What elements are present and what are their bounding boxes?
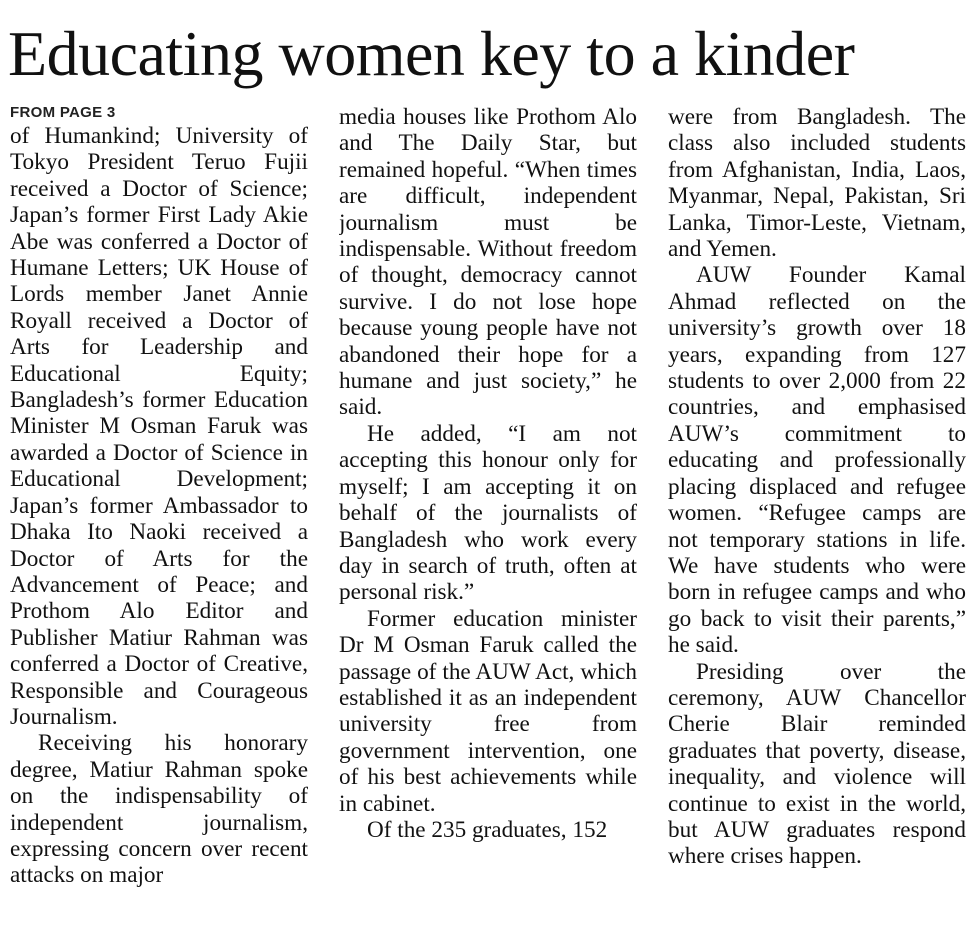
article-column-3 [668, 100, 966, 925]
headline: Educating women key to a kinder [8, 18, 855, 89]
article-column-2 [339, 100, 637, 925]
paragraph: Receiving his honorary degree, Matiur Rahman spoke on the indispensability of independent journalism, expressing concern over recent attacks on major [10, 730, 308, 889]
paragraph: Presiding over the ceremony, AUW Chancellor Cherie Blair reminded graduates that poverty, disease, inequality, and violence will continue to exist in the world, but AUW graduates respond where crises happen. [668, 658, 966, 870]
paragraph: AUW Founder Kamal Ahmad reflected on the university’s growth over 18 years, expanding from 127 students to over 2,000 from 22 countries, and emphasised AUW’s commitment to educating and professionally placing displaced and refugee women. “Refugee camps are not temporary stations in life. We have students who were born in refugee camps and who go back to visit their parents,” he said. [668, 262, 966, 659]
paragraph: Former education minister Dr M Osman Faruk called the passage of the AUW Act, which established it as an independent university free from government intervention, one of his best achievements while in cabinet. [339, 605, 637, 817]
paragraph: of Humankind; University of Tokyo President Teruo Fujii received a Doctor of Science; Japan’s former First Lady Akie Abe was conferred a Doctor of Humane Letters; UK House of Lords member Janet Annie Royall received a Doctor of Arts for Leadership and Educational Equity; Bangladesh’s former Education Minister M Osman Faruk was awarded a Doctor of Science in Educational Development; Japan’s former Ambassador to Dhaka Ito Naoki received a Doctor of Arts for the Advancement of Peace; and Prothom Alo Editor and Publisher Matiur Rahman was conferred a Doctor of Creative, Responsible and Courageous Journalism. [10, 123, 308, 730]
article-column-1 [10, 100, 308, 925]
paragraph: Of the 235 graduates, 152 [367, 816, 608, 843]
paragraph: He added, “I am not accepting this honour only for myself; I am accepting it on behalf of the journalists of Bangladesh who work every day in search of truth, often at personal risk.” [339, 420, 637, 606]
paragraph: media houses like Prothom Alo and The Daily Star, but remained hopeful. “When times are difficult, independent journalism must be indispensable. Without freedom of thought, democracy cannot survive. I do not lose hope because young people have not abandoned their hope for a humane and just society,” he said. [339, 104, 637, 421]
kicker: FROM PAGE 3 [10, 104, 116, 121]
paragraph: were from Bangladesh. The class also included students from Afghanistan, India, Laos, Myanmar, Nepal, Pakistan, Sri Lanka, Timor-Leste, Vietnam, and Yemen. [668, 104, 966, 263]
